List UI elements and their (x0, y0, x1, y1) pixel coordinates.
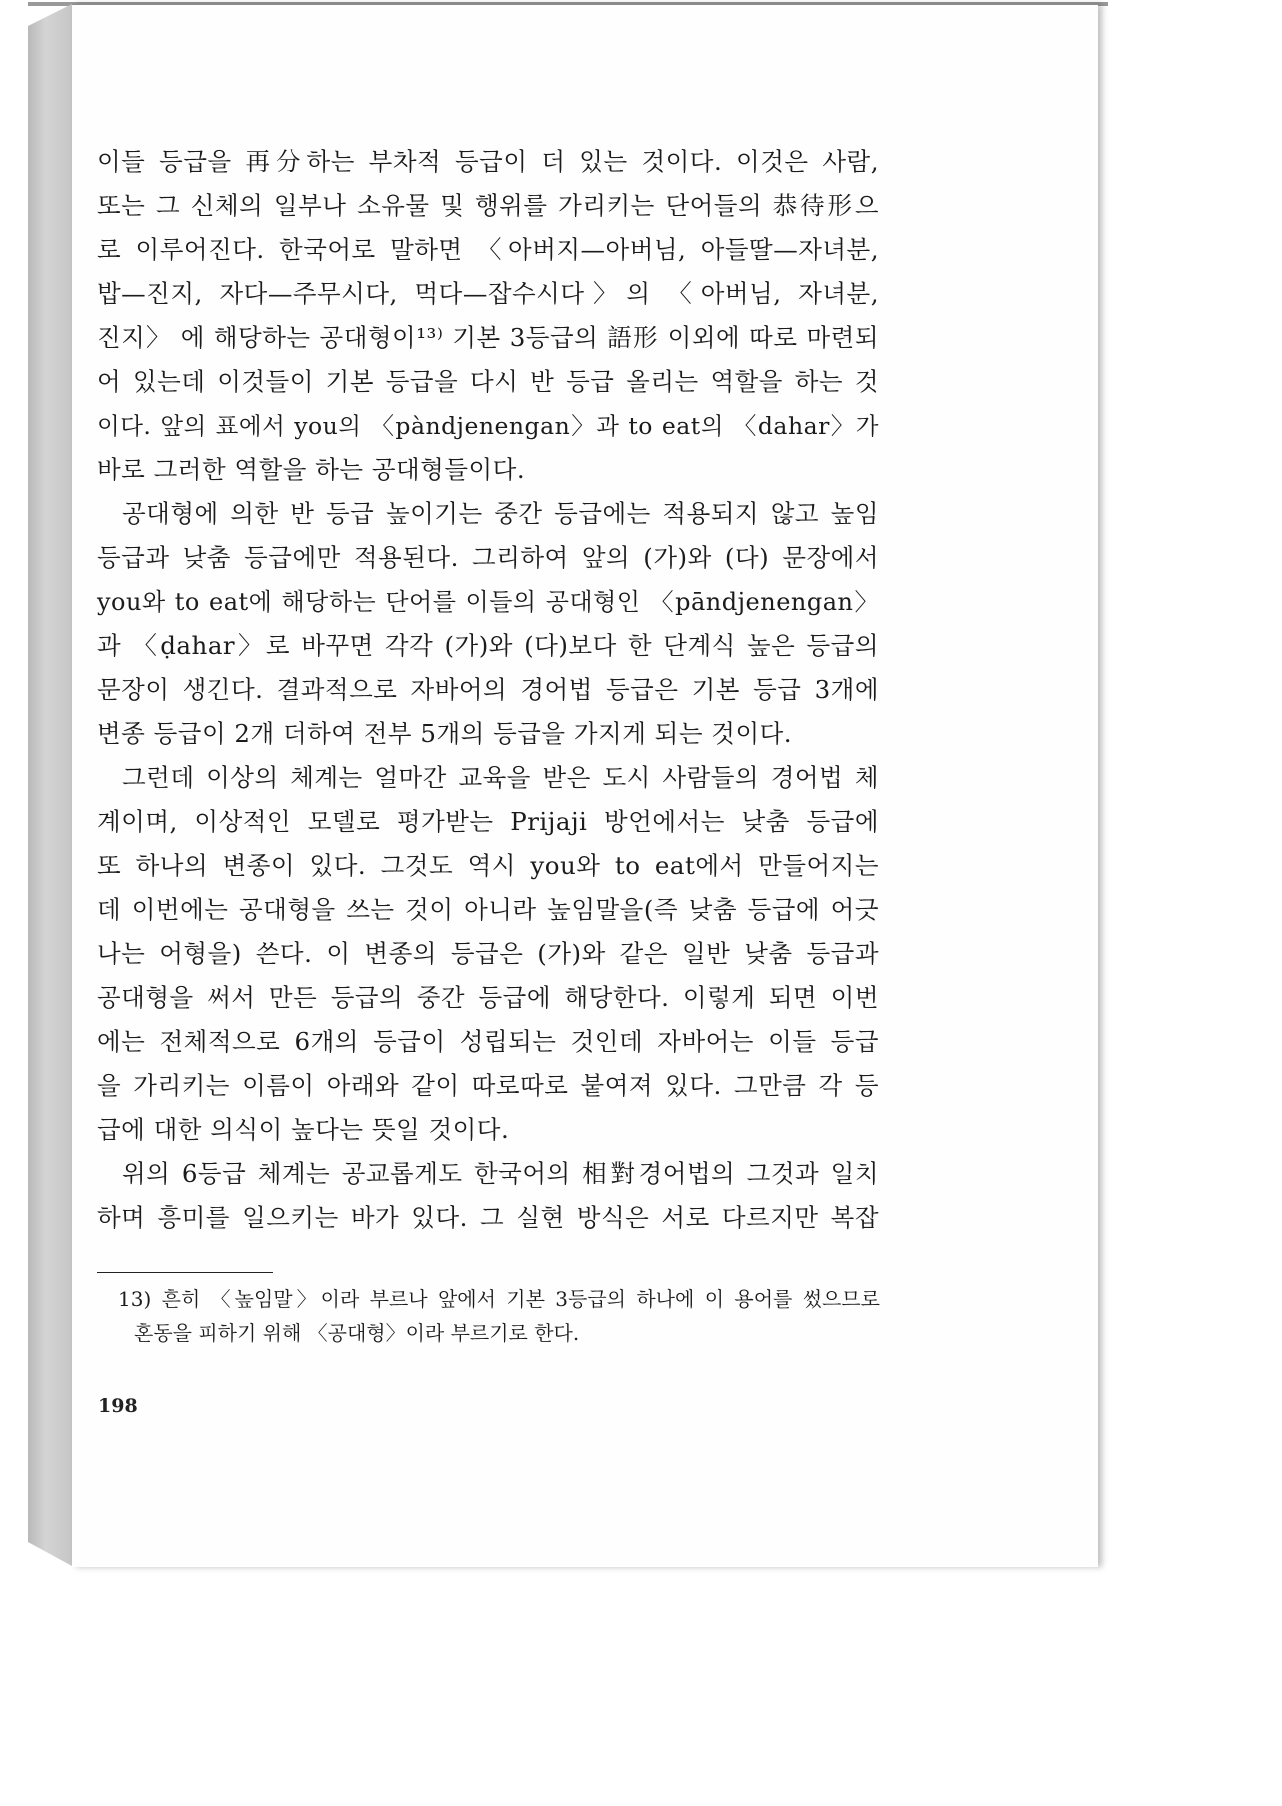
body-text (97, 140, 879, 1240)
body-line: 그런데 이상의 체계는 얼마간 교육을 받은 도시 사람들의 경어법 체 (122, 763, 879, 792)
book-spine-edge (28, 4, 72, 1566)
body-line: 이들 등급을 再分하는 부차적 등급이 더 있는 것이다. 이것은 사람, (97, 147, 879, 176)
body-line: you와 to eat에 해당하는 단어를 이들의 공대형인 〈pāndjenengan〉 (97, 588, 879, 616)
footnote-line: 혼동을 피하기 위해 〈공대형〉이라 부르기로 한다. (134, 1321, 580, 1345)
body-line: 공대형에 의한 반 등급 높이기는 중간 등급에는 적용되지 않고 높임 (122, 499, 879, 528)
body-line: 데 이번에는 공대형을 쓰는 것이 아니라 높임말을(즉 낮춤 등급에 어긋 (97, 895, 879, 924)
body-line: 또는 그 신체의 일부나 소유물 및 행위를 가리키는 단어들의 恭待形으 (97, 191, 879, 220)
body-line: 어 있는데 이것들이 기본 등급을 다시 반 등급 올리는 역할을 하는 것 (97, 367, 879, 396)
body-line: 과 〈ḍahar〉로 바꾸면 각각 (가)와 (다)보다 한 단계식 높은 등급의 (97, 631, 879, 660)
body-line: 공대형을 써서 만든 등급의 중간 등급에 해당한다. 이렇게 되면 이번 (97, 983, 879, 1012)
body-line: 변종 등급이 2개 더하여 전부 5개의 등급을 가지게 되는 것이다. (97, 719, 793, 748)
body-line: 계이며, 이상적인 모델로 평가받는 Prijaji 방언에서는 낮춤 등급에 (97, 807, 879, 836)
body-line: 을 가리키는 이름이 아래와 같이 따로따로 붙여져 있다. 그만큼 각 등 (97, 1071, 879, 1100)
body-line: 하며 흥미를 일으키는 바가 있다. 그 실현 방식은 서로 다르지만 복잡 (97, 1203, 879, 1232)
footnote-line: 13) 흔히 〈높임말〉이라 부르나 앞에서 기본 3등급의 하나에 이 용어를 썼으므로 (118, 1287, 880, 1311)
body-line: 급에 대한 의식이 높다는 뜻일 것이다. (97, 1115, 510, 1144)
body-line: 나는 어형을) 쓴다. 이 변종의 등급은 (가)와 같은 일반 낮춤 등급과 (97, 939, 879, 968)
body-line: 위의 6등급 체계는 공교롭게도 한국어의 相對경어법의 그것과 일치 (122, 1159, 879, 1188)
body-line: 또 하나의 변종이 있다. 그것도 역시 you와 to eat에서 만들어지는 (97, 851, 879, 880)
body-line: 에는 전체적으로 6개의 등급이 성립되는 것인데 자바어는 이들 등급 (97, 1027, 879, 1056)
body-line: 등급과 낮춤 등급에만 적용된다. 그리하여 앞의 (가)와 (다) 문장에서 (97, 543, 879, 572)
body-line: 바로 그러한 역할을 하는 공대형들이다. (97, 455, 526, 484)
body-line: 로 이루어진다. 한국어로 말하면 〈아버지—아버님, 아들딸—자녀분, (97, 235, 879, 264)
footnote (118, 1282, 880, 1350)
body-line: 밥—진지, 자다—주무시다, 먹다—잡수시다〉의 〈아버님, 자녀분, (97, 279, 879, 308)
body-line: 문장이 생긴다. 결과적으로 자바어의 경어법 등급은 기본 등급 3개에 (97, 675, 879, 704)
body-line: 진지〉 에 해당하는 공대형이¹³⁾ 기본 3등급의 語形 이외에 따로 마련되 (97, 323, 879, 352)
body-line: 이다. 앞의 표에서 you의 〈pàndjenengan〉과 to eat의 〈dahar〉가 (97, 412, 879, 440)
footnote-divider (97, 1272, 273, 1273)
page-number: 198 (98, 1395, 138, 1417)
